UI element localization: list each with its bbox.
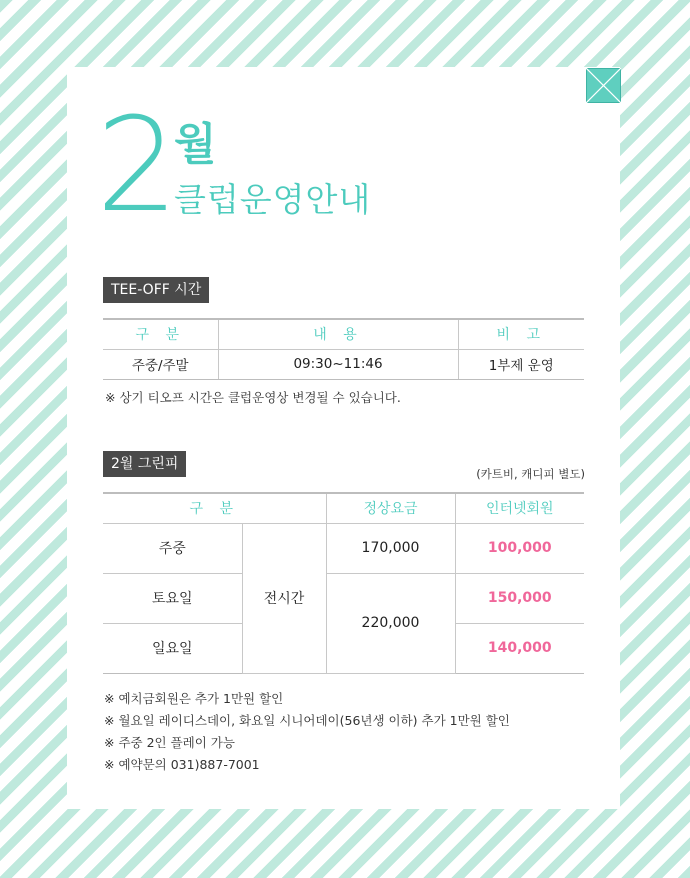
table-row — [103, 573, 584, 623]
normal-price-cell: 170,000 — [326, 523, 455, 573]
list-item: ※ 주중 2인 플레이 가능 — [104, 735, 235, 750]
day-cell: 일요일 — [103, 623, 242, 673]
teeoff-cell: 주중/주말 — [103, 349, 218, 379]
teeoff-section-label: TEE-OFF 시간 — [103, 277, 209, 303]
member-price-cell: 100,000 — [455, 523, 584, 573]
teeoff-table — [103, 318, 584, 380]
day-cell: 토요일 — [103, 573, 242, 623]
greenfee-extra-note: (카트비, 캐디피 별도) — [476, 467, 585, 481]
teeoff-col-header: 내 용 — [218, 319, 458, 349]
page-title: 클럽운영안내 — [174, 180, 372, 219]
close-icon[interactable] — [586, 68, 621, 103]
list-item: ※ 예치금회원은 추가 1만원 할인 — [104, 691, 284, 706]
teeoff-note: ※ 상기 티오프 시간은 클럽운영상 변경될 수 있습니다. — [105, 390, 401, 405]
teeoff-col-header: 비 고 — [458, 319, 584, 349]
list-item: ※ 예약문의 031)887-7001 — [104, 757, 260, 772]
teeoff-cell: 09:30~11:46 — [218, 349, 458, 379]
greenfee-col-header: 구 분 — [103, 493, 326, 523]
day-cell: 주중 — [103, 523, 242, 573]
teeoff-cell: 1부제 운영 — [458, 349, 584, 379]
time-cell: 전시간 — [242, 523, 326, 673]
table-row — [103, 349, 584, 379]
greenfee-col-header: 정상요금 — [326, 493, 455, 523]
notes-list — [104, 688, 510, 776]
greenfee-col-header: 인터넷회원 — [455, 493, 584, 523]
teeoff-col-header: 구 분 — [103, 319, 218, 349]
member-price-cell: 140,000 — [455, 623, 584, 673]
month-label: 월 — [174, 119, 217, 170]
greenfee-table — [103, 492, 584, 674]
list-item: ※ 월요일 레이디스데이, 화요일 시니어데이(56년생 이하) 추가 1만원 할인 — [104, 713, 510, 728]
greenfee-section-label: 2월 그린피 — [103, 451, 186, 477]
table-row — [103, 523, 584, 573]
normal-price-cell: 220,000 — [326, 573, 455, 673]
member-price-cell: 150,000 — [455, 573, 584, 623]
month-number: 2 — [96, 89, 175, 241]
